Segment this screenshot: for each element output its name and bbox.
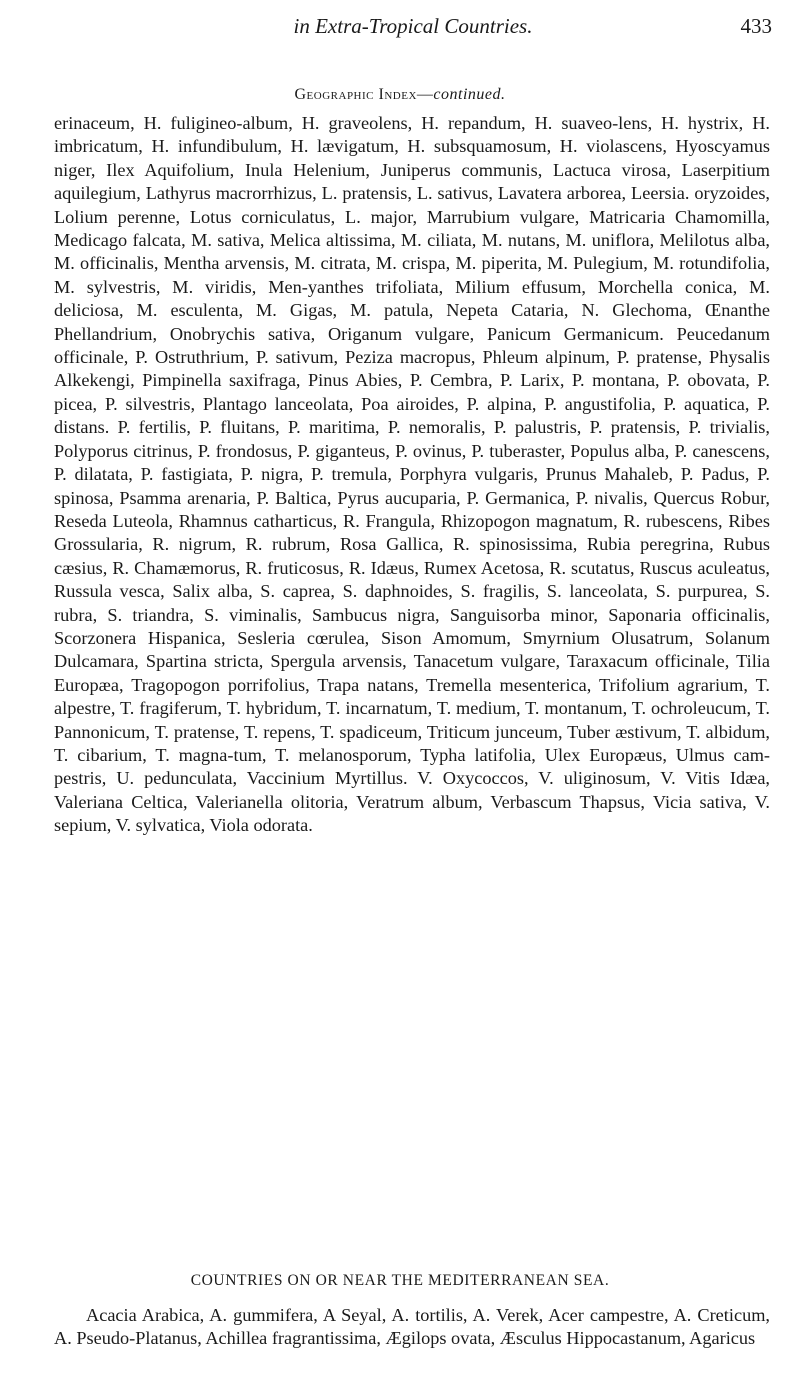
running-head <box>54 14 772 44</box>
page-number: 433 <box>740 14 772 38</box>
heading-dash: — <box>416 86 434 103</box>
section-heading <box>0 86 800 104</box>
mediterranean-species-paragraph: Acacia Arabica, A. gummifera, A Seyal, A. tortilis, A. Verek, Acer campestre, A. Creticum, A. Pseudo-Platanus, Achillea fragrantissima, Ægilops ovata, Æsculus Hippocastanum, Agaricus <box>54 1305 770 1349</box>
subsection-heading: COUNTRIES ON OR NEAR THE MEDITERRANEAN SEA. <box>190 1272 610 1289</box>
running-head-title: in Extra-Tropical Countries. <box>293 14 533 38</box>
section-heading-continued: continued. <box>433 86 506 103</box>
species-list-paragraph: erinaceum, H. fuligineo-album, H. graveolens, H. repandum, H. suaveo-lens, H. hystrix, H. imbricatum, H. infundibulum, H. lævigatum, H. subsquamosum, H. violascens, Hyoscyamus niger, Ilex Aquifolium, Inula Helenium, Juniperus communis, Lactuca virosa, Laserpitium aquilegium, Lathyrus macrorrhizus, L. pratensis, L. sativus, Lavatera arborea, Leersia. oryzoides, Lolium perenne, Lotus corniculatus, L. major, Marrubium vulgare, Matricaria Chamomilla, Medicago falcata, M. sativa, Melica altissima, M. ciliata, M. nutans, M. uniflora, Melilotus alba, M. officinalis, Mentha arvensis, M. citrata, M. crispa, M. piperita, M. Pulegium, M. rotundifolia, M. sylvestris, M. viridis, Men-yanthes trifoliata, Milium effusum, Morchella conica, M. deliciosa, M. esculenta, M. Gigas, M. patula, Nepeta Cataria, N. Glechoma, Œnanthe Phellandrium, Onobrychis sativa, Origanum vulgare, Panicum Germanicum. Peucedanum officinale, P. Ostruthrium, P. sativum, Peziza macropus, Phleum alpinum, P. pratense, Physalis Alkekengi, Pimpinella saxifraga, Pinus Abies, P. Cembra, P. Larix, P. montana, P. obovata, P. picea, P. silvestris, Plantago lanceolata, Poa airoides, P. alpina, P. angustifolia, P. aquatica, P. distans. P. fertilis, P. fluitans, P. maritima, P. nemoralis, P. palustris, P. pratensis, P. trivialis, Polyporus citrinus, P. frondosus, P. giganteus, P. ovinus, P. tuberaster, Populus alba, P. canescens, P. dilatata, P. fastigiata, P. nigra, P. tremula, Porphyra vulgaris, Prunus Mahaleb, P. Padus, P. spinosa, Psamma arenaria, P. Baltica, Pyrus aucuparia, P. Germanica, P. nivalis, Quercus Robur, Reseda Luteola, Rhamnus catharticus, R. Frangula, Rhizopogon magnatum, R. rubescens, Ribes Grossularia, R. nigrum, R. rubrum, Rosa Gallica, R. spinosissima, Rubia peregrina, Rubus cæsius, R. Chamæmorus, R. fruticosus, R. Idæus, Rumex Acetosa, R. scutatus, Ruscus aculeatus, Russula vesca, Salix alba, S. caprea, S. daphnoides, S. fragilis, S. lanceolata, S. purpurea, S. rubra, S. triandra, S. viminalis, Sambucus nigra, Sanguisorba minor, Saponaria officinalis, Scorzonera Hispanica, Sesleria cœrulea, Sison Amomum, Smyrnium Olusatrum, Solanum Dulcamara, Spartina stricta, Spergula arvensis, Tanacetum vulgare, Taraxacum officinale, Tilia Europæa, Tragopogon porrifolius, Trapa natans, Tremella mesenterica, Trifolium agrarium, T. alpestre, T. fragiferum, T. hybridum, T. incarnatum, T. medium, T. montanum, T. ochroleucum, T. Pannonicum, T. pratense, T. repens, T. spadiceum, Triticum junceum, Tuber æstivum, T. albidum, T. cibarium, T. magna-tum, T. melanosporum, Typha latifolia, Ulex Europæus, Ulmus cam-pestris, U. pedunculata, Vaccinium Myrtillus. V. Oxycoccos, V. uliginosum, V. Vitis Idæa, Valeriana Celtica, Valerianella olitoria, Veratrum album, Verbascum Thapsus, Vicia sativa, V. sepium, V. sylvatica, Viola odorata. <box>54 113 770 836</box>
section-heading-title: Geographic Index <box>294 86 417 103</box>
